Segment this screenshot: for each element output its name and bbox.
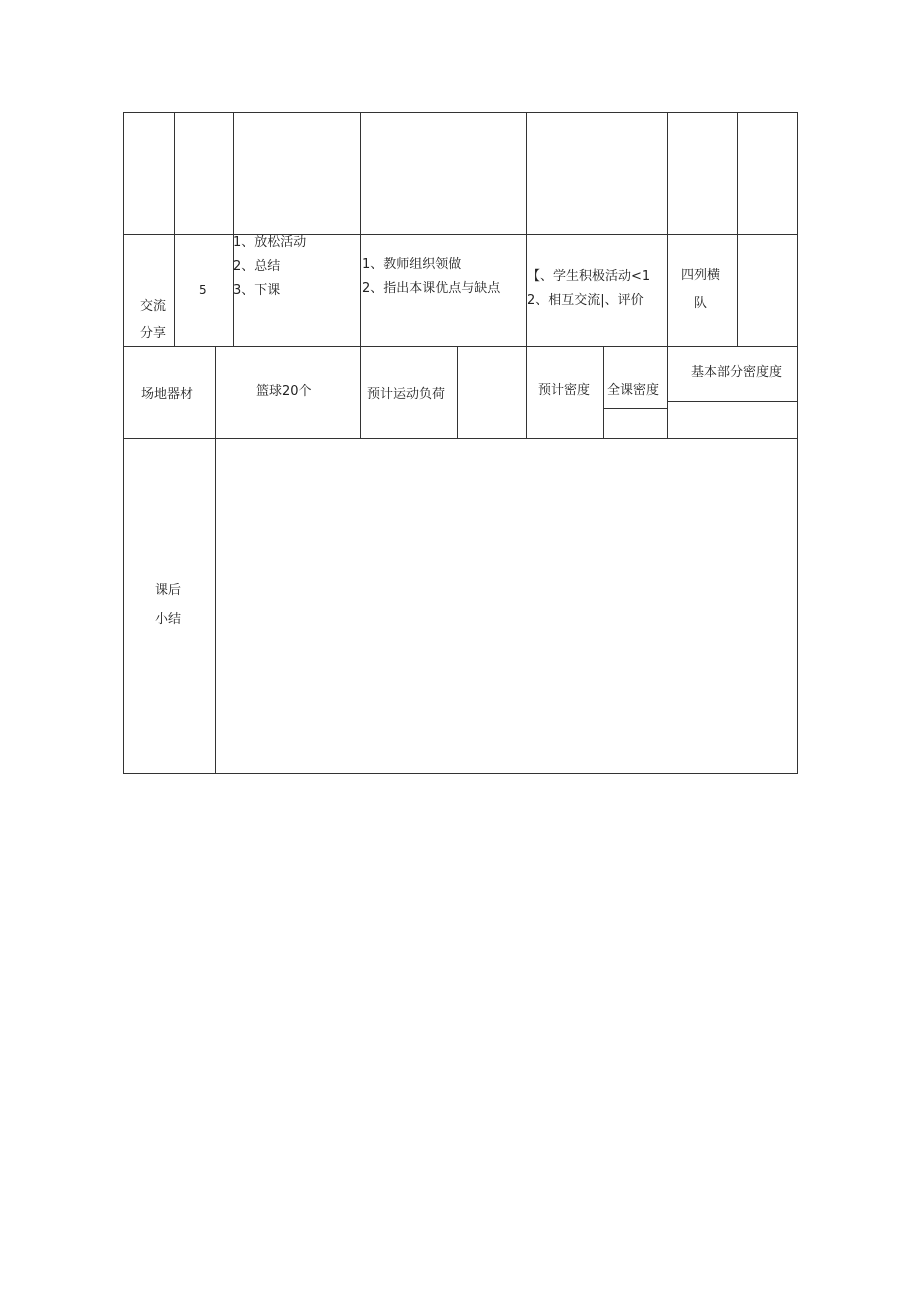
formation-line2: 队	[694, 296, 708, 311]
teacher-activity-2: 2、指出本课优点与缺点	[362, 281, 501, 296]
expected-load-label: 预计运动负荷	[367, 387, 446, 402]
venue-equipment-value: 篮球20个	[256, 384, 312, 399]
whole-class-density-label: 全课密度	[607, 383, 660, 398]
section-label-line1: 交流	[140, 299, 167, 314]
content-item-3: 3、下课	[233, 283, 281, 298]
content-item-1: 1、放松活动	[233, 235, 307, 250]
formation-line1: 四列横	[681, 268, 721, 283]
expected-density-label: 预计密度	[538, 383, 591, 398]
reflection-label-line1: 课后	[155, 583, 182, 598]
reflection-label-line2: 小结	[155, 612, 182, 627]
duration-value: 5	[199, 283, 207, 297]
student-activity-1: 【、学生积极活动<1	[527, 269, 651, 284]
section-label-line2: 分享	[140, 326, 167, 341]
student-activity-2: 2、相互交流|、评价	[527, 293, 644, 308]
teacher-activity-1: 1、教师组织领做	[362, 257, 462, 272]
venue-equipment-label: 场地器材	[141, 387, 194, 402]
content-item-2: 2、总结	[233, 259, 281, 274]
basic-part-density-label: 基本部分密度度	[691, 365, 783, 380]
